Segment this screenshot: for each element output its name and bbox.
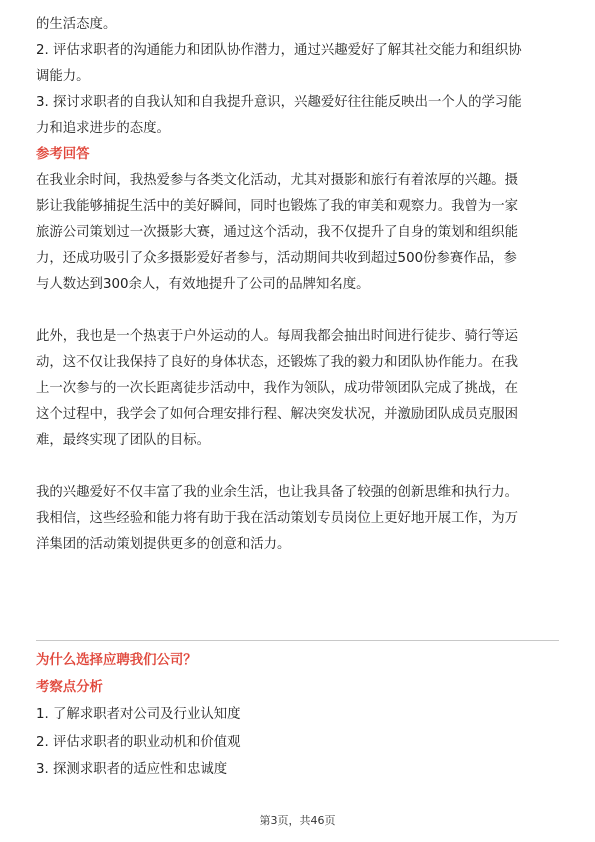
analysis-heading: 考察点分析 [36,680,103,695]
list-item: 1. 了解求职者对公司及行业认知度 [36,707,241,722]
text-line: 在我业余时间，我热爱参与各类文化活动，尤其对摄影和旅行有着浓厚的兴趣。摄 [36,173,519,188]
text-line: 调能力。 [36,69,90,84]
intro-analysis-list [36,12,560,142]
answer-heading: 参考回答 [36,147,90,162]
question-title: 为什么选择应聘我们公司？ [36,653,197,668]
text-line: 难，最终实现了团队的目标。 [36,433,211,448]
list-item: 3. 探测求职者的适应性和忠诚度 [36,762,228,777]
text-line: 与人数达到300余人，有效地提升了公司的品牌知名度。 [36,277,370,292]
analysis-list [36,701,560,784]
text-line: 3. 探讨求职者的自我认知和自我提升意识，兴趣爱好往往能反映出一个人的学习能 [36,95,522,110]
text-line: 的生活态度。 [36,17,117,32]
answer-paragraph-2 [36,324,560,454]
text-line: 我的兴趣爱好不仅丰富了我的业余生活，也让我具备了较强的创新思维和执行力。 [36,485,519,500]
section-divider [36,640,559,641]
text-line: 力和追求进步的态度。 [36,121,170,136]
text-line: 力，还成功吸引了众多摄影爱好者参与，活动期间共收到超过500份参赛作品，参 [36,251,517,266]
paragraph-gap [36,298,560,324]
answer-paragraph-3 [36,480,560,558]
answer-paragraph-1 [36,168,560,298]
text-line: 此外，我也是一个热衷于户外运动的人。每周我都会抽出时间进行徒步、骑行等运 [36,329,519,344]
text-line: 2. 评估求职者的沟通能力和团队协作潜力，通过兴趣爱好了解其社交能力和组织协 [36,43,522,58]
text-line: 动，这不仅让我保持了良好的身体状态，还锻炼了我的毅力和团队协作能力。在我 [36,355,519,370]
list-item: 2. 评估求职者的职业动机和价值观 [36,734,241,750]
text-line: 洋集团的活动策划提供更多的创意和活力。 [36,537,291,552]
document-body [36,12,560,558]
page-number: 第3页，共46页 [259,814,336,827]
text-line: 我相信，这些经验和能力将有助于我在活动策划专员岗位上更好地开展工作，为万 [36,511,519,526]
next-question-section [36,647,560,784]
paragraph-gap [36,454,560,480]
text-line: 这个过程中，我学会了如何合理安排行程、解决突发状况，并激励团队成员克服困 [36,407,519,422]
text-line: 影让我能够捕捉生活中的美好瞬间，同时也锻炼了我的审美和观察力。我曾为一家 [36,199,519,214]
text-line: 旅游公司策划过一次摄影大赛，通过这个活动，我不仅提升了自身的策划和组织能 [36,225,519,240]
text-line: 上一次参与的一次长距离徒步活动中，我作为领队，成功带领团队完成了挑战，在 [36,381,519,396]
